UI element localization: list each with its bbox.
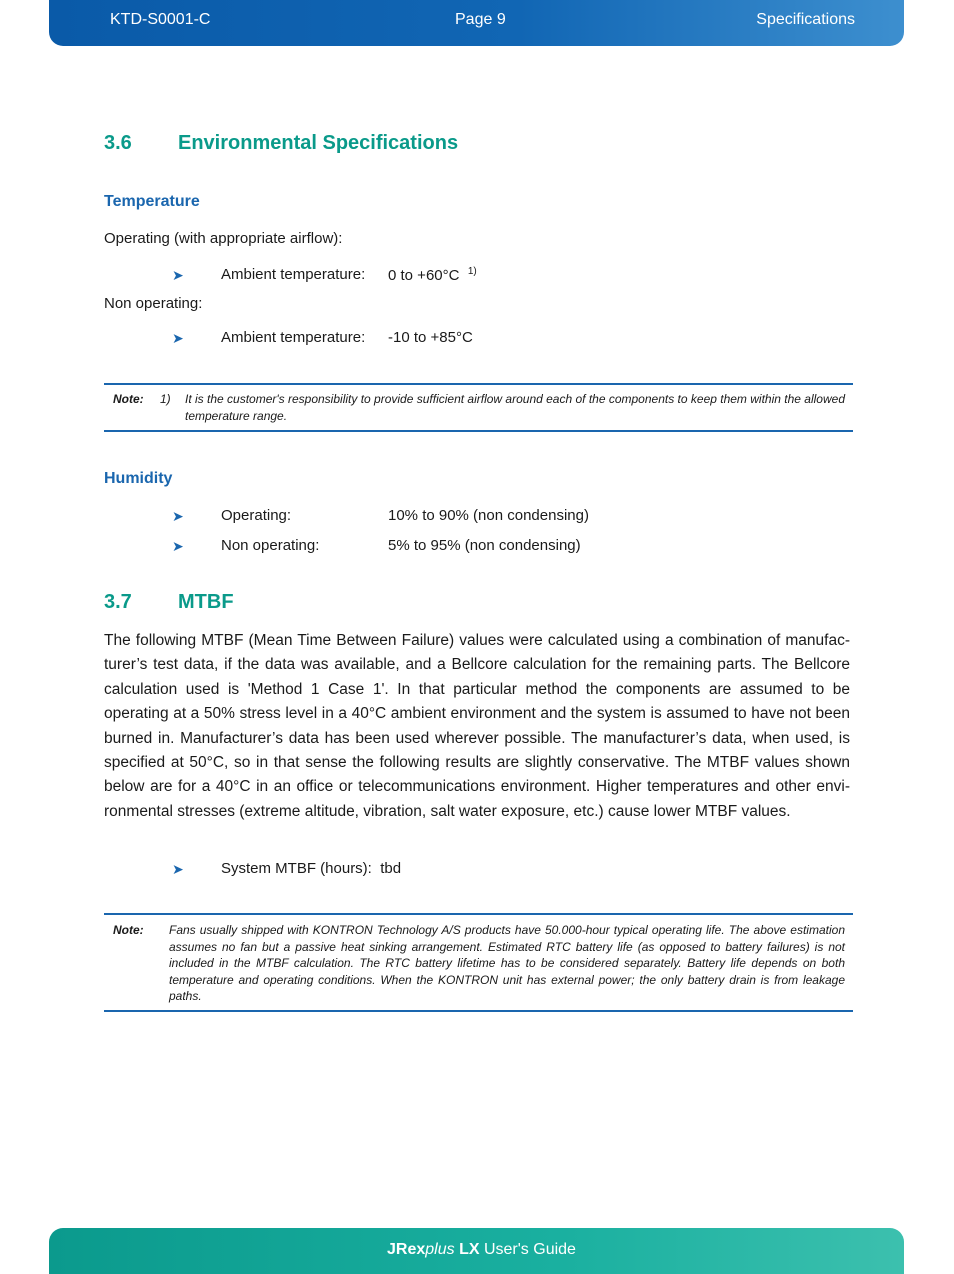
item-value: -10 to +85°C	[388, 329, 473, 346]
header-page-number: Page 9	[455, 11, 506, 28]
section-title: Environmental Specifications	[178, 132, 459, 154]
item-label	[221, 860, 401, 877]
item-value: 10% to 90% (non condensing)	[388, 507, 589, 524]
item-value	[388, 266, 477, 284]
product-name: JRex	[387, 1241, 426, 1258]
temperature-range: 0 to +60°C	[388, 267, 460, 284]
section-number: 3.6	[104, 132, 132, 154]
arrowhead-right-icon: ➤	[172, 538, 184, 554]
footer-product-title	[387, 1241, 576, 1259]
header-section-name: Specifications	[756, 11, 855, 28]
arrowhead-right-icon: ➤	[172, 861, 184, 877]
mtbf-label: System MTBF (hours):	[221, 860, 372, 877]
note-text: It is the customer's responsibility to provide sufficient airflow around each of the components to keep them within the allowed temperature range.	[185, 392, 845, 423]
mtbf-paragraph: The following MTBF (Mean Time Between Failure) values were calculated using a combination of manufacturer’s test data, if the data was available, and a Bellcore calculation for the remaining parts. The Bellcore calculation used is 'Method 1 Case 1'. In that particular method the components are assumed to be operating at a 50% stress level in a 40°C ambient environment and the system is assumed to have not been burned in. Manufacturer’s data has been used wherever possible. The manufacturer’s data, when used, is specified at 50°C, so in that sense the following results are slightly conservative. The MTBF values shown below are for a 40°C in an office or telecommunications environment. Higher temperatures and other environmental stresses (extreme altitude, vibration, salt water exposure, etc.) cause lower MTBF values.	[104, 632, 850, 820]
product-variant: plus	[425, 1241, 455, 1258]
page-header	[49, 0, 904, 46]
product-model: LX	[459, 1241, 480, 1258]
note-label: Note:	[113, 923, 144, 937]
header-doc-id: KTD-S0001-C	[110, 11, 211, 28]
temperature-note	[104, 383, 853, 432]
mtbf-note	[104, 913, 853, 1012]
item-label: Ambient temperature:	[221, 329, 366, 346]
humidity-heading: Humidity	[104, 470, 173, 487]
item-label: Operating:	[221, 507, 292, 524]
note-text: Fans usually shipped with KONTRON Technology A/S products have 50.000-hour typical operating life. The above estimation assumes no fan but a passive heat sinking arrangement. Estimated RTC battery life (as opposed to battery failures) is not included in the MTBF calculation. The RTC battery lifetime has to be considered separately. Battery life depends on both temperature and operating conditions. When the KONTRON unit has external power; the only battery drain is from leakage paths.	[169, 923, 845, 1003]
arrowhead-right-icon: ➤	[172, 508, 184, 524]
note-ref: 1)	[160, 392, 171, 406]
item-label: Ambient temperature:	[221, 266, 366, 283]
mtbf-value: tbd	[380, 860, 402, 877]
note-label: Note:	[113, 392, 144, 406]
nonoperating-label: Non operating:	[104, 295, 203, 312]
arrowhead-right-icon: ➤	[172, 267, 184, 283]
item-label: Non operating:	[221, 537, 320, 554]
operating-label: Operating (with appropriate airflow):	[104, 230, 343, 247]
item-value: 5% to 95% (non condensing)	[388, 537, 581, 554]
arrowhead-right-icon: ➤	[172, 330, 184, 346]
section-title: MTBF	[178, 591, 234, 613]
guide-label: User's Guide	[483, 1241, 576, 1258]
temperature-heading: Temperature	[104, 193, 200, 210]
section-number: 3.7	[104, 591, 132, 613]
footnote-ref: 1)	[467, 266, 477, 277]
page-footer	[49, 1228, 904, 1274]
